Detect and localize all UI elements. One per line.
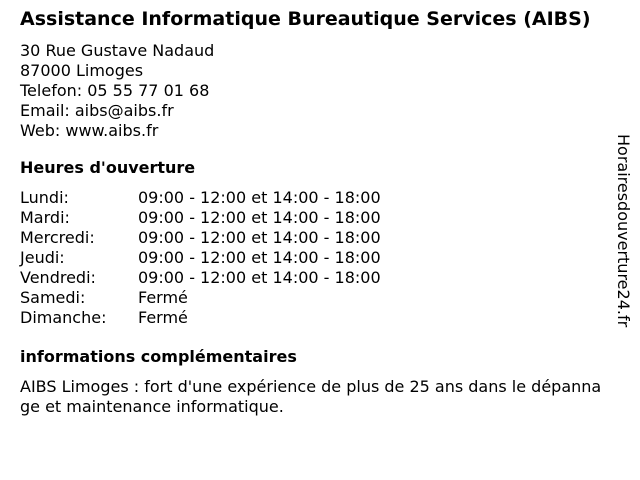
additional-info-heading: informations complémentaires bbox=[20, 347, 297, 366]
day-hours: 09:00 - 12:00 et 14:00 - 18:00 bbox=[138, 248, 381, 267]
phone-line: Telefon: 05 55 77 01 68 bbox=[20, 81, 210, 100]
day-hours: 09:00 - 12:00 et 14:00 - 18:00 bbox=[138, 188, 381, 207]
day-hours: Fermé bbox=[138, 288, 188, 307]
hours-row-friday bbox=[20, 268, 381, 288]
day-label: Dimanche: bbox=[20, 308, 107, 327]
business-name: Assistance Informatique Bureautique Services (AIBS) bbox=[20, 8, 591, 30]
address-city: 87000 Limoges bbox=[20, 61, 144, 80]
additional-info-text: AIBS Limoges : fort d'une expérience de plus de 25 ans dans le dépannage et maintenance informatique. bbox=[20, 377, 602, 416]
opening-hours-table bbox=[20, 188, 381, 328]
web-line: Web: www.aibs.fr bbox=[20, 121, 159, 140]
day-hours: 09:00 - 12:00 et 14:00 - 18:00 bbox=[138, 268, 381, 287]
day-hours: 09:00 - 12:00 et 14:00 - 18:00 bbox=[138, 228, 381, 247]
day-hours: 09:00 - 12:00 et 14:00 - 18:00 bbox=[138, 208, 381, 227]
hours-row-wednesday bbox=[20, 228, 381, 248]
hours-row-sunday bbox=[20, 308, 381, 328]
hours-row-monday bbox=[20, 188, 381, 208]
business-listing bbox=[20, 8, 610, 417]
email-line: Email: aibs@aibs.fr bbox=[20, 101, 174, 120]
address-street: 30 Rue Gustave Nadaud bbox=[20, 41, 215, 60]
hours-row-tuesday bbox=[20, 208, 381, 228]
watermark-text: Horairesdouverture24.fr bbox=[614, 134, 633, 328]
contact-block bbox=[20, 41, 610, 141]
day-label: Mardi: bbox=[20, 208, 70, 227]
hours-row-saturday bbox=[20, 288, 381, 308]
day-label: Vendredi: bbox=[20, 268, 96, 287]
site-watermark bbox=[611, 134, 635, 344]
day-hours: Fermé bbox=[138, 308, 188, 327]
day-label: Mercredi: bbox=[20, 228, 95, 247]
hours-row-thursday bbox=[20, 248, 381, 268]
day-label: Lundi: bbox=[20, 188, 69, 207]
day-label: Jeudi: bbox=[20, 248, 65, 267]
day-label: Samedi: bbox=[20, 288, 86, 307]
opening-hours-heading: Heures d'ouverture bbox=[20, 158, 196, 177]
